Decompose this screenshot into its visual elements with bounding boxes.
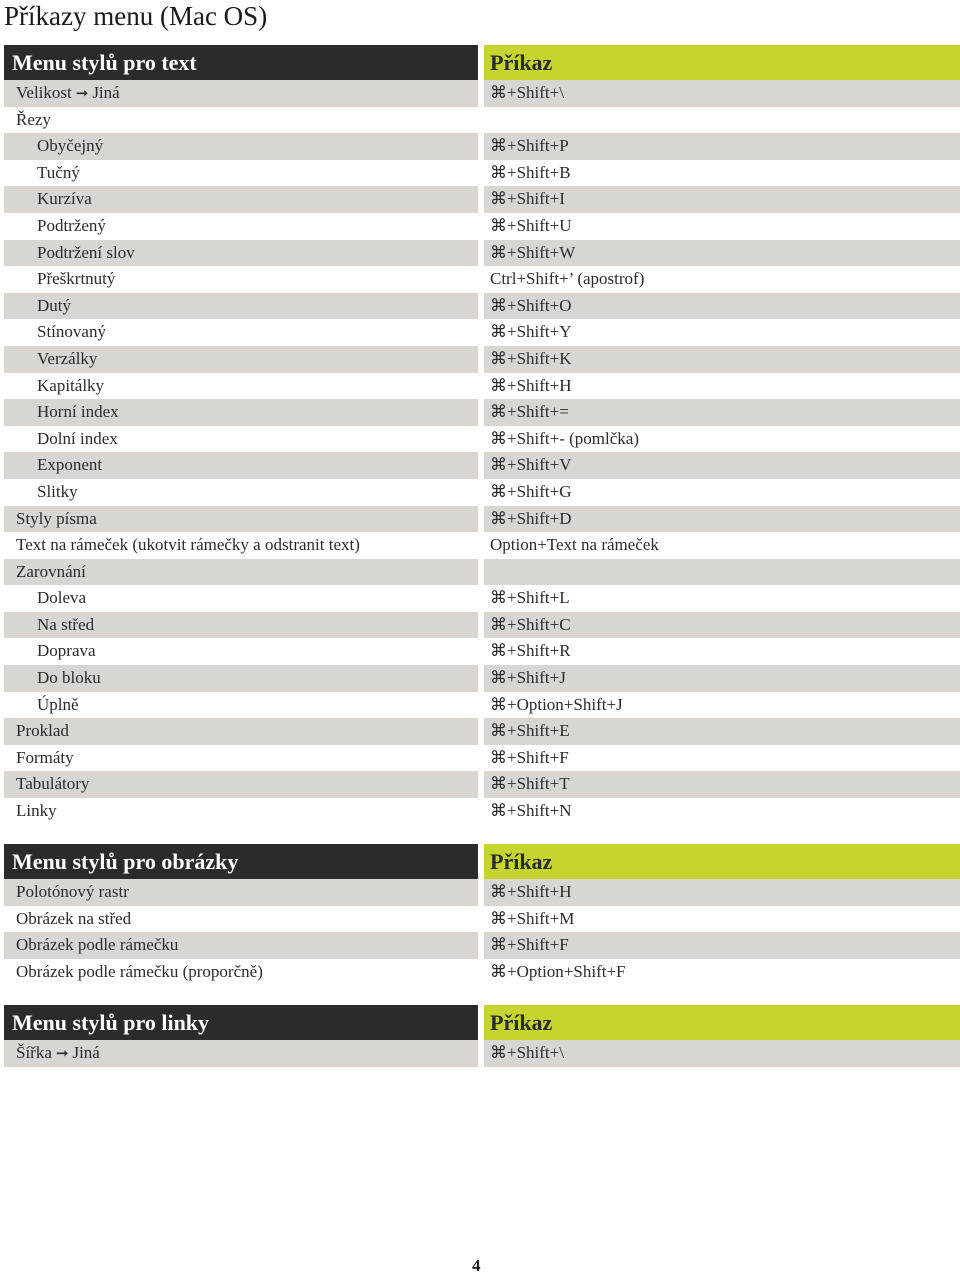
menu-item-label: Slitky [37, 481, 78, 501]
menu-item-cell [4, 399, 478, 426]
menu-item-label: Verzálky [37, 348, 98, 368]
menu-item-cell [4, 692, 478, 719]
menu-item-label: Doprava [37, 641, 96, 661]
menu-item-label: Polotónový rastr [16, 882, 129, 901]
menu-item-label: Přeškrtnutý [37, 269, 116, 289]
table-row [4, 638, 960, 665]
menu-item-label: Kurzíva [37, 189, 92, 209]
shortcut-cell: ⌘+Shift+M [490, 908, 575, 928]
menu-item-label: Obyčejný [37, 136, 104, 156]
table-row [4, 665, 960, 692]
menu-item-cell [4, 346, 478, 373]
section-header [4, 844, 960, 879]
menu-item-cell [4, 932, 478, 959]
table-row [4, 1040, 960, 1067]
table-row [4, 452, 960, 479]
menu-item-label: Zarovnání [16, 561, 86, 581]
shortcut-cell [484, 107, 960, 134]
table-row [4, 266, 960, 293]
command-column-header: Příkaz [484, 844, 960, 879]
section-image-styles [4, 844, 960, 985]
menu-item-label: Obrázek na střed [16, 908, 132, 928]
table-row [4, 745, 960, 772]
menu-item-cell [4, 612, 478, 639]
submenu-item-label: Jiná [72, 1043, 100, 1062]
table-row [4, 160, 960, 187]
menu-item-label: Doleva [37, 588, 87, 608]
shortcut-cell: Ctrl+Shift+’ (apostrof) [490, 269, 645, 289]
table-row [4, 692, 960, 719]
menu-item-cell [4, 479, 478, 506]
shortcut-cell: ⌘+Option+Shift+J [490, 694, 623, 714]
section-title: Menu stylů pro linky [4, 1005, 478, 1040]
shortcut-cell: ⌘+Shift+W [490, 242, 576, 262]
table-row [4, 798, 960, 825]
table-row [4, 213, 960, 240]
table-row [4, 585, 960, 612]
menu-item-cell [4, 638, 478, 665]
shortcut-cell: ⌘+Shift+F [490, 935, 569, 955]
menu-item-label: Tabulátory [16, 774, 90, 794]
menu-item-cell [4, 426, 478, 453]
menu-item-label: Úplně [37, 694, 79, 714]
table-row [4, 479, 960, 506]
table-row [4, 319, 960, 346]
menu-item-label: Obrázek podle rámečku [16, 935, 179, 955]
menu-item-label: Formáty [16, 747, 74, 767]
menu-item-cell [4, 240, 478, 267]
section-title: Menu stylů pro text [4, 45, 478, 80]
menu-item-label: Linky [16, 801, 57, 821]
menu-item-cell [4, 665, 478, 692]
right-arrow-icon: ➞ [75, 84, 89, 102]
table-row [4, 107, 960, 134]
shortcut-cell: ⌘+Shift+G [490, 481, 572, 501]
menu-item-cell [4, 266, 478, 293]
shortcut-cell: ⌘+Shift+- (pomlčka) [490, 428, 640, 448]
menu-item-cell [4, 452, 478, 479]
section-title: Menu stylů pro obrázky [4, 844, 478, 879]
right-arrow-icon: ➞ [55, 1044, 69, 1062]
menu-item-label: Kapitálky [37, 375, 105, 395]
menu-item-cell [4, 771, 478, 798]
menu-item-cell [4, 745, 478, 772]
shortcut-cell: ⌘+Shift+D [490, 508, 572, 528]
menu-item-label: Exponent [37, 455, 103, 475]
page-number: 4 [472, 1256, 481, 1275]
menu-item-label: Text na rámeček (ukotvit rámečky a odstranit text) [16, 535, 360, 555]
menu-item-cell [4, 879, 478, 906]
menu-item-label: Horní index [37, 402, 119, 422]
table-row [4, 80, 960, 107]
menu-item-label: Do bloku [37, 668, 101, 688]
shortcut-cell: ⌘+Shift+\ [490, 1043, 564, 1062]
menu-item-cell [4, 906, 478, 933]
menu-item-label: Velikost [16, 83, 72, 102]
menu-item-label: Dolní index [37, 428, 118, 448]
menu-item-label: Styly písma [16, 508, 97, 528]
table-row [4, 718, 960, 745]
menu-item-cell [4, 213, 478, 240]
table-row [4, 932, 960, 959]
table-row [4, 879, 960, 906]
menu-item-cell [4, 373, 478, 400]
shortcut-cell: Option+Text na rámeček [490, 535, 659, 555]
menu-item-label: Stínovaný [37, 322, 106, 342]
command-column-header: Příkaz [484, 45, 960, 80]
menu-item-cell [4, 186, 478, 213]
menu-item-cell [4, 532, 478, 559]
menu-item-label: Obrázek podle rámečku (proporčně) [16, 961, 263, 981]
table-row [4, 506, 960, 533]
table-row [4, 240, 960, 267]
menu-item-cell [4, 798, 478, 825]
shortcut-cell: ⌘+Shift+V [490, 455, 572, 475]
section-header [4, 45, 960, 80]
table-row [4, 906, 960, 933]
menu-item-label: Proklad [16, 721, 69, 741]
table-row [4, 133, 960, 160]
shortcut-cell: ⌘+Shift+T [490, 774, 570, 794]
menu-item-cell [4, 559, 478, 586]
section-line-styles [4, 1005, 960, 1067]
menu-item-cell [4, 133, 478, 160]
table-row [4, 959, 960, 986]
page-title: Příkazy menu (Mac OS) [4, 1, 268, 31]
shortcut-cell: ⌘+Shift+P [490, 136, 569, 156]
shortcut-cell: ⌘+Shift+N [490, 801, 572, 821]
shortcut-cell: ⌘+Shift+= [490, 402, 569, 422]
shortcut-cell: ⌘+Shift+F [490, 747, 569, 767]
shortcut-cell: ⌘+Shift+O [490, 295, 572, 315]
shortcut-cell: ⌘+Shift+B [490, 162, 571, 182]
shortcut-cell: ⌘+Shift+K [490, 348, 572, 368]
menu-item-cell [4, 718, 478, 745]
menu-item-cell [4, 293, 478, 320]
shortcut-cell: ⌘+Shift+I [490, 189, 565, 209]
menu-item-cell [4, 107, 478, 134]
shortcut-cell: ⌘+Shift+L [490, 588, 570, 608]
shortcut-cell: ⌘+Shift+J [490, 668, 566, 688]
menu-item-cell [4, 319, 478, 346]
shortcut-cell: ⌘+Shift+E [490, 721, 570, 741]
table-row [4, 399, 960, 426]
shortcut-cell: ⌘+Shift+R [490, 641, 571, 661]
table-row [4, 771, 960, 798]
table-row [4, 186, 960, 213]
shortcut-cell [484, 559, 960, 586]
shortcut-cell: ⌘+Shift+H [490, 375, 572, 395]
menu-item-label: Tučný [37, 162, 80, 182]
shortcut-cell: ⌘+Shift+\ [490, 83, 564, 102]
table-row [4, 373, 960, 400]
shortcut-cell: ⌘+Option+Shift+F [490, 961, 626, 981]
menu-item-cell [4, 80, 478, 107]
command-column-header: Příkaz [484, 1005, 960, 1040]
table-row [4, 293, 960, 320]
shortcut-cell: ⌘+Shift+H [490, 882, 572, 901]
table-row [4, 559, 960, 586]
shortcut-cell: ⌘+Shift+C [490, 614, 571, 634]
shortcut-cell: ⌘+Shift+Y [490, 322, 572, 342]
menu-item-label: Řezy [16, 109, 51, 129]
menu-item-label: Šířka [16, 1043, 52, 1062]
submenu-item-label: Jiná [92, 83, 120, 102]
section-header [4, 1005, 960, 1040]
table-row [4, 612, 960, 639]
menu-item-cell [4, 506, 478, 533]
menu-item-label: Na střed [37, 614, 95, 634]
menu-item-cell [4, 585, 478, 612]
table-row [4, 426, 960, 453]
table-row [4, 532, 960, 559]
shortcut-cell: ⌘+Shift+U [490, 215, 572, 235]
menu-item-label: Dutý [37, 295, 71, 315]
menu-item-cell [4, 959, 478, 986]
menu-item-label: Podtržený [37, 215, 106, 235]
menu-item-cell [4, 160, 478, 187]
menu-item-cell [4, 1040, 478, 1067]
section-text-styles [4, 45, 960, 825]
menu-item-label: Podtržení slov [37, 242, 135, 262]
table-row [4, 346, 960, 373]
